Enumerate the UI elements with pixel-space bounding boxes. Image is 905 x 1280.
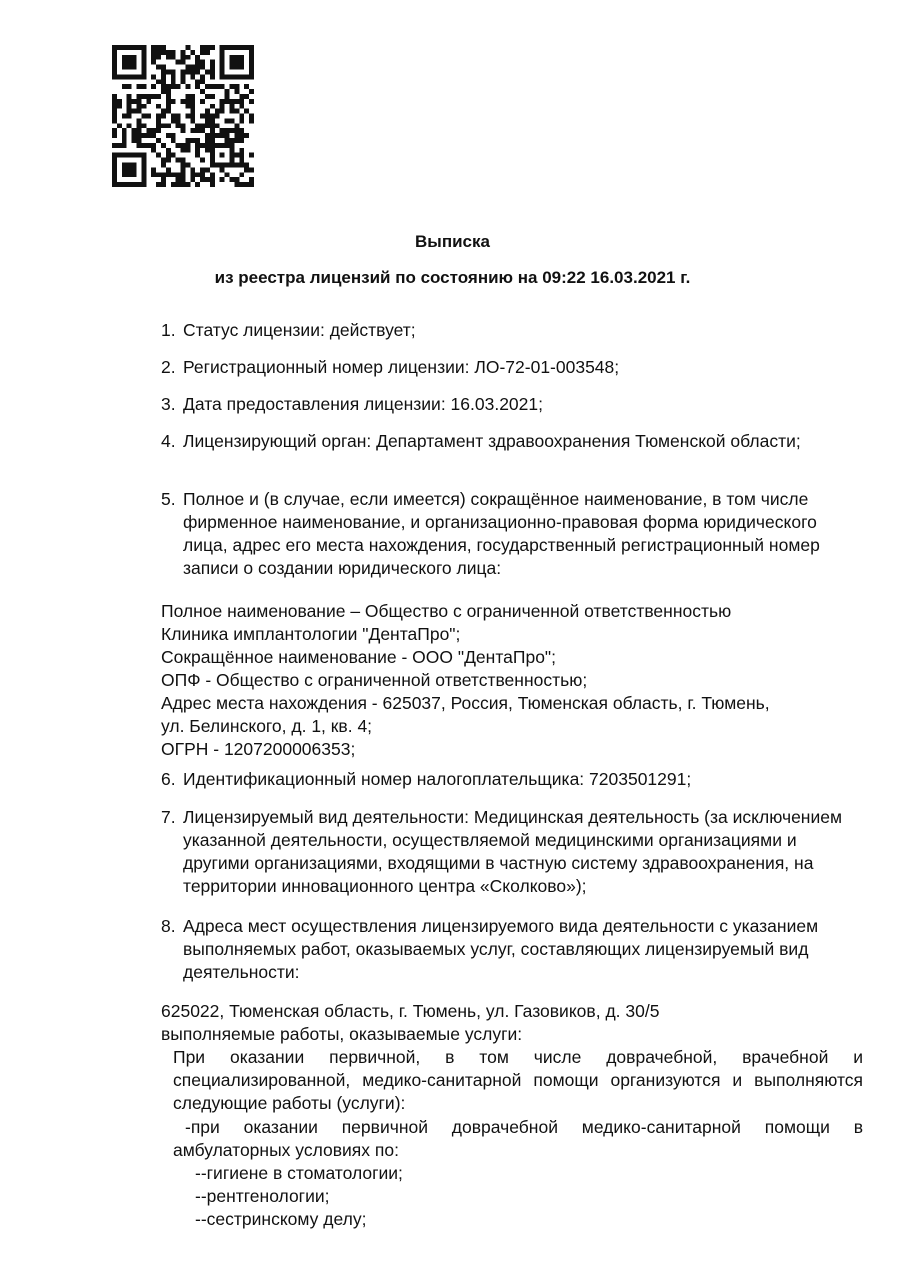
location-address-block: [161, 1000, 861, 1046]
list-item: [161, 806, 861, 898]
list-item: [161, 430, 861, 453]
item-text: Адреса мест осуществления лицензируемого вида деятельности с указанием выполняемых работ, оказываемых услуг, составляющих лицензируемый вид деятельности:: [183, 916, 819, 982]
org-full-name-line2: Клиника имплантологии "ДентаПро";: [161, 624, 461, 644]
item-number: 4.: [161, 431, 176, 451]
services-intro: При оказании первичной, в том числе доврачебной, врачебной и специализированной, медико-санитарной помощи организуются и выполняются следующие работы (услуги):: [173, 1047, 863, 1113]
list-item: [161, 488, 861, 580]
item-text: Статус лицензии: действует;: [183, 320, 416, 340]
item-number: 1.: [161, 320, 176, 340]
item-number: 2.: [161, 357, 176, 377]
document-subtitle: из реестра лицензий по состоянию на 09:22 16.03.2021 г.: [214, 268, 691, 287]
service-item: --рентгенологии;: [195, 1186, 330, 1206]
org-address-line1: Адрес места нахождения - 625037, Россия, Тюменская область, г. Тюмень,: [161, 693, 770, 713]
item-text: Идентификационный номер налогоплательщика: 7203501291;: [183, 769, 692, 789]
item-number: 7.: [161, 807, 176, 827]
list-item: [161, 356, 861, 379]
item-number: 5.: [161, 489, 176, 509]
item-number: 6.: [161, 769, 176, 789]
location-address: 625022, Тюменская область, г. Тюмень, ул. Газовиков, д. 30/5: [161, 1001, 660, 1021]
org-full-name-line1: Полное наименование – Общество с ограниченной ответственностью: [161, 601, 732, 621]
document-title: Выписка: [415, 232, 490, 251]
service-item: --гигиене в стоматологии;: [195, 1163, 403, 1183]
qr-code: [112, 45, 254, 187]
list-item: [161, 768, 861, 791]
item-text: Лицензируемый вид деятельности: Медицинская деятельность (за исключением указанной деятельности, осуществляемой медицинскими организациями и другими организациями, входящими в частную систему здравоохранения, на территории инновационного центра «Сколково»);: [183, 807, 843, 896]
services-list: [195, 1162, 795, 1231]
item-text: Лицензирующий орган: Департамент здравоохранения Тюменской области;: [183, 431, 801, 451]
primary-care-line: -при оказании первичной доврачебной медико-санитарной помощи в амбулаторных условиях по:: [173, 1117, 863, 1160]
list-item: [161, 319, 861, 342]
organization-details: [161, 600, 861, 761]
service-item: --сестринскому делу;: [195, 1209, 367, 1229]
item-text: Регистрационный номер лицензии: ЛО-72-01-003548;: [183, 357, 620, 377]
item-number: 3.: [161, 394, 176, 414]
list-item: [161, 393, 861, 416]
org-short-name: Сокращённое наименование - ООО "ДентаПро";: [161, 647, 556, 667]
list-item: [161, 915, 861, 984]
item-text: Полное и (в случае, если имеется) сокращённое наименование, в том числе фирменное наименование, и организационно-правовая форма юридического лица, адрес его места нахождения, государственный регистрационный номер записи о создании юридического лица:: [183, 489, 820, 578]
item-number: 8.: [161, 916, 176, 936]
org-ogrn: ОГРН - 1207200006353;: [161, 739, 356, 759]
org-opf: ОПФ - Общество с ограниченной ответственностью;: [161, 670, 588, 690]
works-label: выполняемые работы, оказываемые услуги:: [161, 1024, 523, 1044]
org-address-line2: ул. Белинского, д. 1, кв. 4;: [161, 716, 373, 736]
item-text: Дата предоставления лицензии: 16.03.2021;: [183, 394, 543, 414]
